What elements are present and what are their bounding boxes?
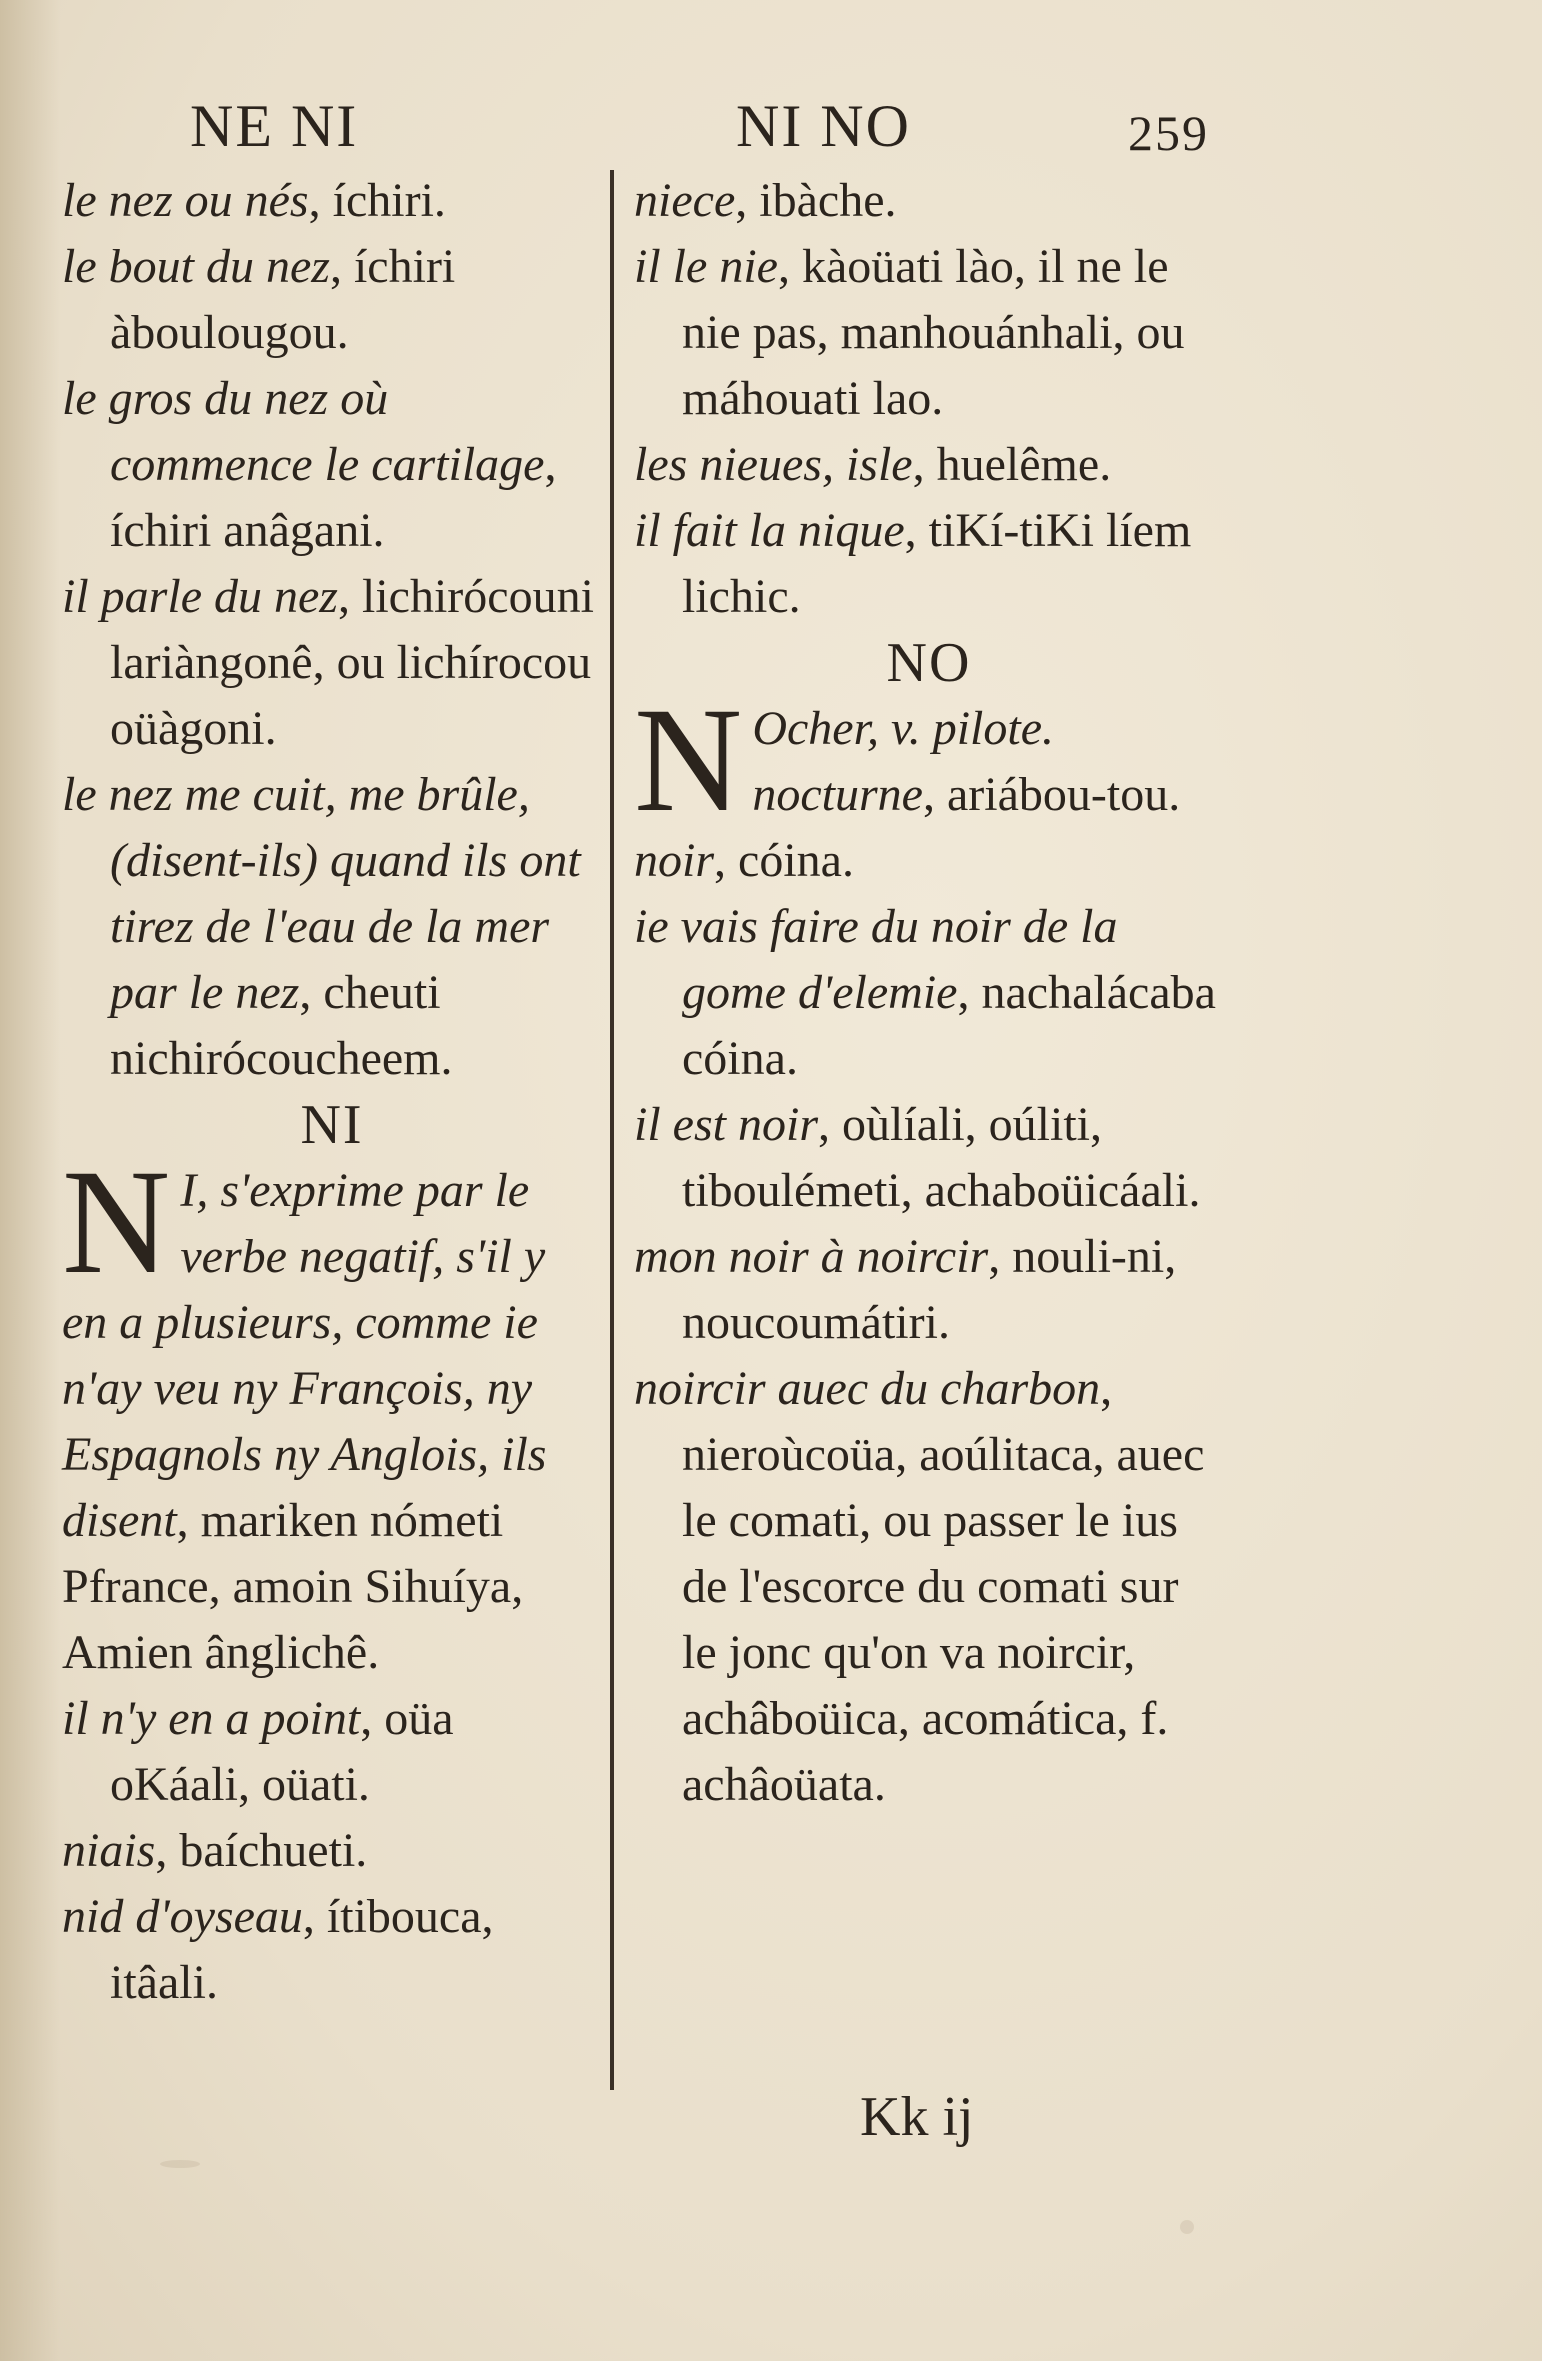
carib-translation: , oüa oKáali, oüati. [110,1692,454,1811]
dictionary-entry [634,1224,1224,1356]
french-term: Ocher, v. pilote. [752,702,1055,755]
dictionary-entry [62,1686,602,1818]
carib-translation: , oùlíali, oúliti, tiboulémeti, achaboüicáali. [682,1098,1201,1217]
french-term: niece [634,174,736,227]
dictionary-entry [62,1884,602,2016]
french-term: il parle du nez [62,570,338,623]
catchword-signature: Kk ij [860,2086,974,2148]
dictionary-entry [634,498,1224,630]
carib-translation: , nouli-ni, noucoumátiri. [682,1230,1177,1349]
dictionary-entry [62,564,602,762]
dictionary-entry [634,432,1224,498]
french-term: noircir auec du charbon [634,1362,1101,1415]
running-head-left: NE NI [190,93,359,159]
french-term: les nieues, isle [634,438,913,491]
left-column [62,168,602,2016]
dictionary-entry [62,1818,602,1884]
carib-translation: , tiKí-tiKi líem lichic. [682,504,1192,623]
carib-translation: , nieroùcoüa, aoúlitaca, auec le comati, ou passer le ius de l'escorce du comati sur le jonc qu'on va noircir, achâboüica, acomática, f. achâoüata. [682,1362,1205,1811]
carib-translation: , lichirócouni lariàngonê, ou lichírocou oüàgoni. [110,570,594,755]
dictionary-entry [62,366,602,564]
dictionary-entry [634,1356,1224,1818]
dictionary-entry [634,894,1224,1092]
carib-translation: , mariken nómeti Pfrance, amoin Sihuíya, Amien ânglichê. [62,1494,524,1679]
running-head-right: NI NO [736,93,911,159]
carib-translation: , ibàche. [735,174,897,227]
french-term: il le nie [634,240,778,293]
carib-translation: , ariábou-tou. [922,768,1181,821]
paper-stain [1180,2220,1194,2234]
drop-cap: N [62,1139,171,1305]
french-term: il n'y en a point [62,1692,361,1745]
carib-translation: , huelême. [912,438,1112,491]
dictionary-entry [62,762,602,1092]
dictionary-entry [62,168,602,234]
dictionary-entry [634,168,1224,234]
section-intro [62,1139,602,1686]
french-term: le nez me cuit, me brûle, (disent-ils) quand ils ont tirez de l'eau de la mer par le nez [62,768,581,1019]
french-term: il est noir [634,1098,819,1151]
french-term: nocturne [752,768,923,821]
dictionary-entry [634,234,1224,432]
drop-cap: N [634,677,743,843]
french-term: le bout du nez [62,240,330,293]
dictionary-entry [634,1092,1224,1224]
carib-translation: , ítibouca, itâali. [110,1890,494,2009]
column-rule [610,170,614,2090]
french-term: le gros du nez où commence le cartilage [62,372,545,491]
carib-translation: , cóina. [714,834,854,887]
carib-translation: , íchiri. [308,174,446,227]
page-number: 259 [1128,105,1209,161]
carib-translation: , nachalácaba cóina. [682,966,1216,1085]
carib-translation: , íchiri anâgani. [110,438,557,557]
paper-stain [160,2160,200,2168]
french-term: mon noir à noircir [634,1230,989,1283]
carib-translation: , íchiri àboulougou. [110,240,456,359]
french-term: le nez ou nés [62,174,309,227]
carib-translation: , baíchueti. [155,1824,368,1877]
gutter-shadow [0,0,60,2361]
french-term: I, s'exprime par le verbe negatif, s'il y en a plusieurs, comme ie n'ay veu ny François, ny Espagnols ny Anglois, ils disent [62,1164,547,1547]
french-term: il fait la nique [634,504,905,557]
carib-translation: , cheuti nichirócoucheem. [110,966,453,1085]
dictionary-entry [62,234,602,366]
section-heading-no: NO [886,632,972,694]
french-term: niais [62,1824,156,1877]
section-intro [634,677,1224,843]
dictionary-entry [634,828,1224,894]
carib-translation: , kàoüati lào, il ne le nie pas, manhouánhali, ou máhouati lao. [682,240,1185,425]
french-term: nid d'oyseau [62,1890,303,1943]
right-column [634,168,1224,1818]
french-term: ie vais faire du noir de la gome d'elemie [634,900,1118,1019]
section-heading-ni: NI [300,1094,364,1156]
french-term: noir [634,834,715,887]
